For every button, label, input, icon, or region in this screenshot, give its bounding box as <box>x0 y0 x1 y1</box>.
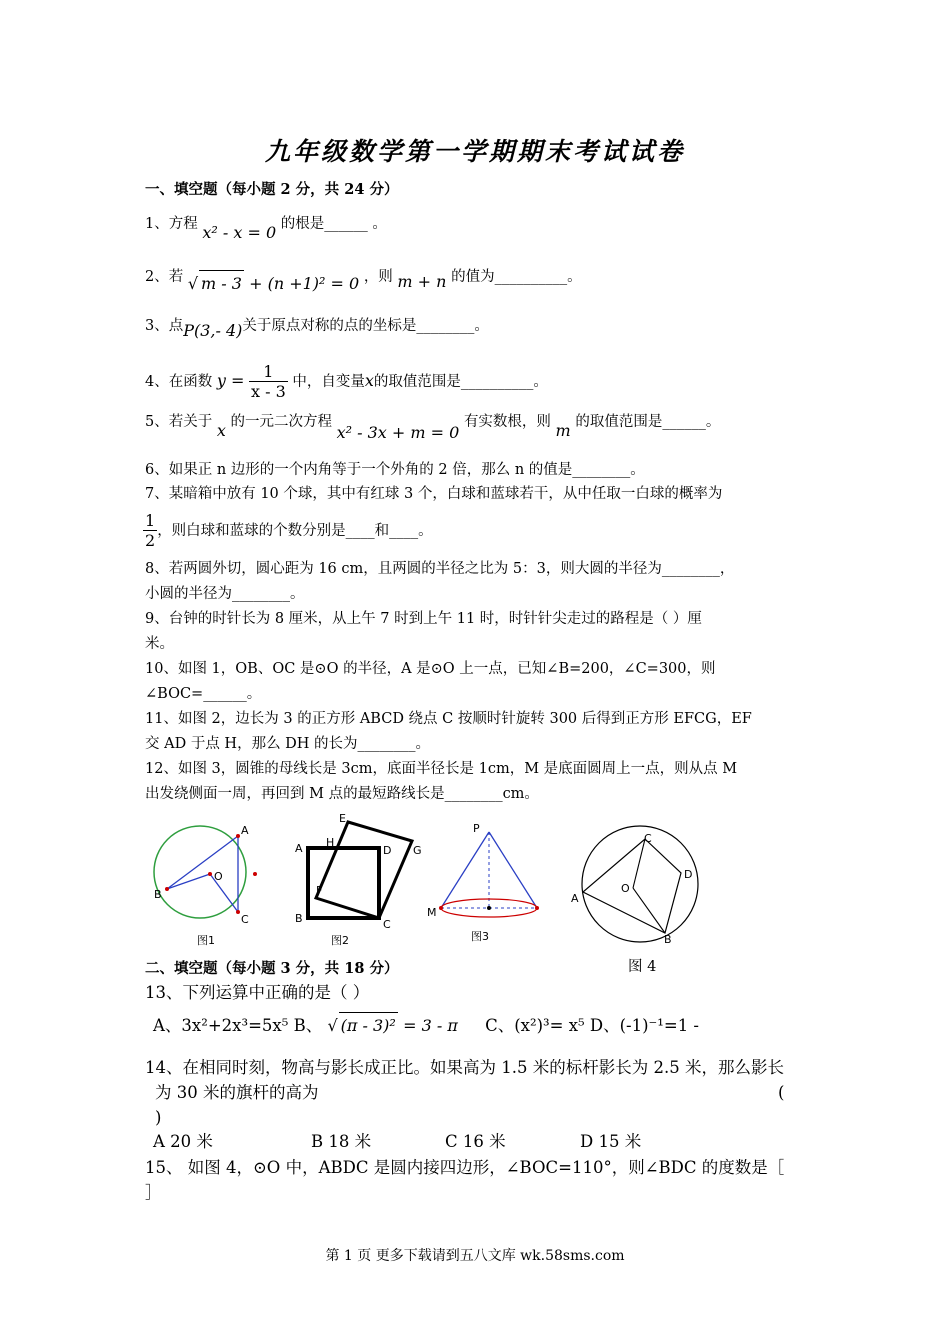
question-11-line2: 交 AD 于点 H，那么 DH 的长为________。 <box>145 736 431 752</box>
fig2-label-f: F <box>316 884 323 897</box>
question-6: 6、如果正 n 边形的一个内角等于一个外角的 2 倍，那么 n 的值是________。 <box>145 462 645 478</box>
fig2-label-g: G <box>413 844 422 857</box>
fig1-point-a <box>236 834 240 838</box>
fig3-point-right <box>535 906 539 910</box>
q14-option-d: D 15 米 <box>580 1132 642 1151</box>
fig1-point-o <box>208 872 212 876</box>
q7-fraction: $\frac{1}{2}$ <box>145 510 156 550</box>
q4-fraction: $\frac{1}{x - 3}$ <box>250 361 286 401</box>
q5-text-c: 有实数根，则 <box>463 414 551 430</box>
fig1-label-o: O <box>214 870 223 883</box>
question-12-line2: 出发绕侧面一周，再回到 M 点的最短路线长是________cm。 <box>145 786 539 802</box>
fig1-label-c: C <box>241 913 249 926</box>
q2-text-c: 的值为__________。 <box>451 269 582 285</box>
fig1-point-right <box>253 872 257 876</box>
question-12-line1: 12、如图 3，圆锥的母线长是 3cm，底面半径长是 1cm，M 是底面圆周上一点，则从点 M <box>145 761 738 777</box>
q14-option-c: C 16 米 <box>445 1132 506 1151</box>
question-9-line2: 米。 <box>145 636 174 652</box>
q14-option-a: A 20 米 <box>153 1132 213 1151</box>
fig3-label-p: P <box>473 822 480 835</box>
figure-1 <box>154 824 257 947</box>
question-13: 13、下列运算中正确的是（ ） <box>145 983 370 1002</box>
q13-option-b-sqrt: (π - 3)² <box>339 1012 398 1038</box>
fig2-label-c: C <box>383 918 391 931</box>
q1-text-a: 1、方程 <box>145 216 198 232</box>
fig4-label-c: C <box>644 832 652 845</box>
question-10-line1: 10、如图 1，OB、OC 是⊙O 的半径，A 是⊙O 上一点，已知∠B=200，∠C=300，则 <box>145 661 716 677</box>
fig4-label-o: O <box>621 882 630 895</box>
q5-var: x <box>216 421 226 440</box>
question-2: 2、若 √ m - 3 + (n +1)² = 0 ，则 m + n 的值为__________。 <box>145 262 810 290</box>
fig2-label-a: A <box>295 842 303 855</box>
q2-text-b: ，则 <box>363 269 393 285</box>
q13-option-a: A、3x²+2x³=5x⁵ B、 <box>153 1016 323 1035</box>
question-3 <box>145 312 810 339</box>
q4-text-c: 的取值范围是__________。 <box>373 374 548 390</box>
fig4-line-ob <box>633 888 665 933</box>
q3-text-a: 3、点 <box>145 318 184 334</box>
q4-y: y = <box>216 371 245 390</box>
figure-2 <box>295 812 422 947</box>
question-14-line2: 为 30 米的旗杆的高为 <box>155 1083 319 1102</box>
q5-text-d: 的取值范围是______。 <box>575 414 721 430</box>
q4-text-b: 中，自变量 <box>292 374 365 390</box>
q14-option-b: B 18 米 <box>311 1132 372 1151</box>
fig1-label-a: A <box>241 824 249 837</box>
q4-var: x <box>364 371 374 390</box>
q4-text-a: 4、在函数 <box>145 374 213 390</box>
question-7-line2 <box>145 508 810 554</box>
fig2-label-h: H <box>326 836 335 849</box>
fig2-label-b: B <box>295 912 303 925</box>
fig4-line-oc <box>633 839 645 888</box>
question-4 <box>145 358 810 405</box>
question-14-paren-open: ( <box>778 1083 785 1102</box>
page-title: 九年级数学第一学期期末考试试卷 <box>264 137 685 166</box>
q5-text-b: 的一元二次方程 <box>230 414 332 430</box>
q3-point: P(3,- 4) <box>183 321 243 340</box>
q1-equation: x² - x = 0 <box>202 223 277 242</box>
fig1-line-bo <box>167 874 210 889</box>
question-8-line1: 8、若两圆外切，圆心距为 16 cm，且两圆的半径之比为 5：3，则大圆的半径为________， <box>145 561 735 577</box>
fig4-label-a: A <box>571 892 579 905</box>
q5-text-a: 5、若关于 <box>145 414 213 430</box>
q5-var2: m <box>555 421 571 440</box>
question-8-line2: 小圆的半径为________。 <box>145 586 305 602</box>
question-11-line1: 11、如图 2，边长为 3 的正方形 ABCD 绕点 C 按顺时针旋转 300 后得到正方形 EFCG，EF <box>145 711 752 727</box>
question-14-paren-close: ) <box>155 1108 162 1127</box>
question-1 <box>145 210 810 242</box>
question-7-line1: 7、某暗箱中放有 10 个球，其中有红球 3 个，白球和蓝球若干，从中任取一白球的概率为 <box>145 486 723 502</box>
fig3-label-m: M <box>427 906 437 919</box>
fig4-quadrilateral <box>583 839 681 933</box>
fig1-label-b: B <box>154 888 162 901</box>
question-5 <box>145 408 810 442</box>
q2-text-a: 2、若 <box>145 269 184 285</box>
page-footer: 第 1 页 更多下载请到五八文库 wk.58sms.com <box>325 1248 625 1264</box>
q2-equation: + (n +1)² = 0 <box>249 274 360 293</box>
fig3-slant-right <box>489 832 537 908</box>
figure-4-caption: 图 4 <box>628 959 657 975</box>
q7-text-b: ，则白球和蓝球的个数分别是____和____。 <box>157 523 433 539</box>
question-15-line1: 15、 如图 4，⊙O 中，ABDC 是圆内接四边形，∠BOC=110°，则∠BDC 的度数是［ <box>145 1158 785 1177</box>
fig1-point-b <box>165 887 169 891</box>
fig2-caption: 图2 <box>331 934 349 947</box>
fig2-label-d: D <box>383 844 392 857</box>
question-9-line1: 9、台钟的时针长为 8 厘米，从上午 7 时到上午 11 时，时针针尖走过的路程是（ ）厘 <box>145 611 702 627</box>
q13-option-c-d: C、(x²)³= x⁵ D、(-1)⁻¹=1 - <box>485 1016 700 1035</box>
fig2-label-e: E <box>339 812 346 825</box>
fig4-label-d: D <box>684 868 693 881</box>
figures-area <box>145 812 705 952</box>
fig1-caption: 图1 <box>197 934 215 947</box>
fig3-center <box>487 906 491 910</box>
fig1-line-ab <box>167 836 238 889</box>
fig4-label-b: B <box>664 933 672 946</box>
fig3-point-m <box>439 906 443 910</box>
section-1-heading: 一、填空题（每小题 2 分，共 24 分） <box>145 181 399 198</box>
q1-text-b: 的根是______ 。 <box>280 216 387 232</box>
question-15-line2: ］ <box>145 1183 162 1202</box>
question-14-line1: 14、在相同时刻，物高与影长成正比。如果高为 1.5 米的标杆影长为 2.5 米，那么影长 <box>145 1058 784 1077</box>
fig3-caption: 图3 <box>471 930 489 943</box>
q3-text-b: 关于原点对称的点的坐标是________。 <box>242 318 489 334</box>
fig1-point-c <box>236 910 240 914</box>
fig3-slant-left <box>441 832 489 908</box>
figure-4 <box>571 826 698 946</box>
question-13-options: A、3x²+2x³=5x⁵ B、 √ (π - 3)² = 3 - π C、(x²)³= x⁵ D、(-1)⁻¹=1 - <box>145 1012 810 1038</box>
section-2-heading: 二、填空题（每小题 3 分，共 18 分） <box>145 960 399 977</box>
question-10-line2: ∠BOC=______。 <box>145 686 262 702</box>
q2-sqrt: m - 3 <box>199 270 244 296</box>
q13-option-b-rest: = 3 - π <box>403 1016 458 1035</box>
q2-mn: m + n <box>397 272 447 291</box>
q5-equation: x² - 3x + m = 0 <box>336 423 460 442</box>
figure-3 <box>427 822 539 943</box>
